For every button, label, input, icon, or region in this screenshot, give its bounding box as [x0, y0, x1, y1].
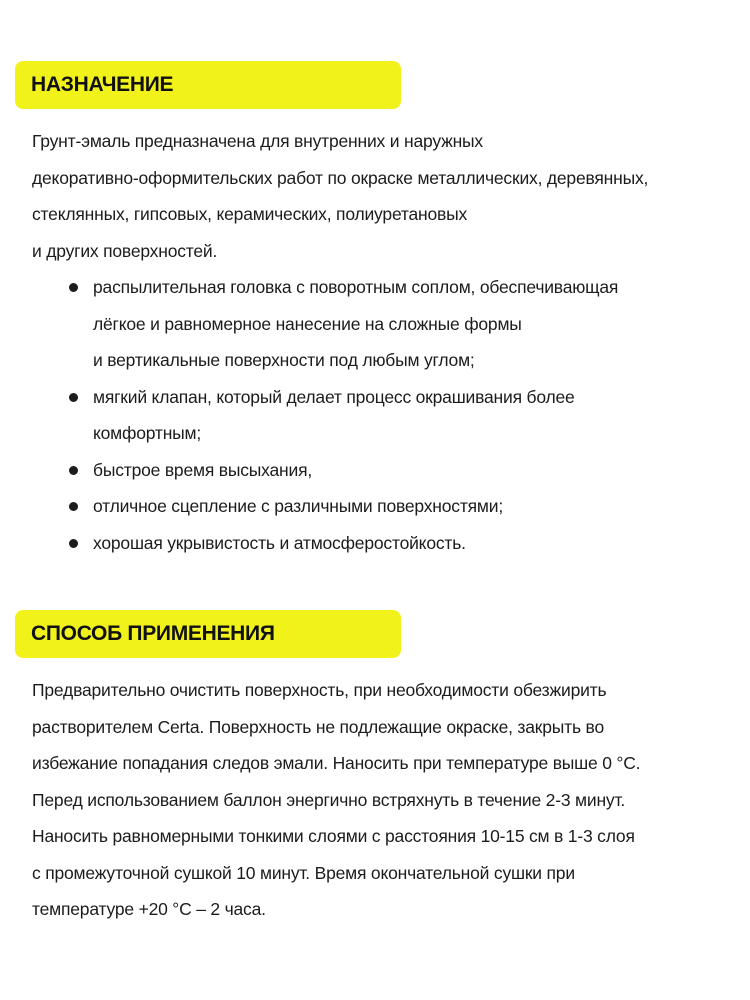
list-item: [32, 452, 732, 489]
list-item: [32, 269, 732, 379]
section-header-purpose: [15, 61, 401, 109]
paragraph-line: стеклянных, гипсовых, керамических, полиуретановых: [32, 204, 468, 224]
bullet-dot-icon: [69, 466, 78, 475]
paragraph-line: растворителем Certa. Поверхность не подлежащие окраске, закрыть во: [32, 716, 604, 737]
section-title-purpose: НАЗНАЧЕНИЕ: [31, 73, 174, 96]
list-item-line: хорошая укрывистость и атмосферостойкость.: [93, 532, 466, 553]
list-item-line: быстрое время высыхания,: [93, 459, 313, 480]
list-item-line: лёгкое и равномерное нанесение на сложные формы: [93, 313, 522, 334]
list-item-line: отличное сцепление с различными поверхностями;: [93, 496, 503, 516]
section-header-application-method: [15, 610, 401, 658]
list-item: [32, 488, 732, 525]
list-item-line: комфортным;: [93, 423, 202, 443]
list-item-line: и вертикальные поверхности под любым углом;: [93, 350, 475, 370]
purpose-intro-paragraph: [32, 123, 732, 269]
paragraph-line: Наносить равномерными тонкими слоями с расстояния 10-15 см в 1-3 слоя: [32, 826, 635, 846]
paragraph-line: избежание попадания следов эмали. Наносить при температуре выше 0 °С.: [32, 753, 641, 773]
bullet-dot-icon: [69, 283, 78, 292]
list-item-line: распылительная головка с поворотным соплом, обеспечивающая: [93, 277, 619, 297]
feature-list: [32, 269, 732, 561]
application-method-paragraph: [32, 672, 732, 928]
paragraph-line: Перед использованием баллон энергично встряхнуть в течение 2-3 минут.: [32, 789, 625, 810]
list-item: [32, 525, 732, 562]
paragraph-line: с промежуточной сушкой 10 минут. Время окончательной сушки при: [32, 862, 575, 883]
bullet-dot-icon: [69, 393, 78, 402]
paragraph-line: декоративно-оформительских работ по окраске металлических, деревянных,: [32, 167, 649, 188]
section-title-application-method: СПОСОБ ПРИМЕНЕНИЯ: [31, 622, 275, 645]
list-item: [32, 379, 732, 452]
paragraph-line: Предварительно очистить поверхность, при необходимости обезжирить: [32, 680, 607, 700]
paragraph-line: Грунт-эмаль предназначена для внутренних и наружных: [32, 131, 483, 151]
paragraph-line: и других поверхностей.: [32, 240, 218, 261]
bullet-dot-icon: [69, 539, 78, 548]
bullet-dot-icon: [69, 502, 78, 511]
paragraph-line: температуре +20 °С – 2 часа.: [32, 899, 266, 919]
list-item-line: мягкий клапан, который делает процесс окрашивания более: [93, 386, 575, 407]
